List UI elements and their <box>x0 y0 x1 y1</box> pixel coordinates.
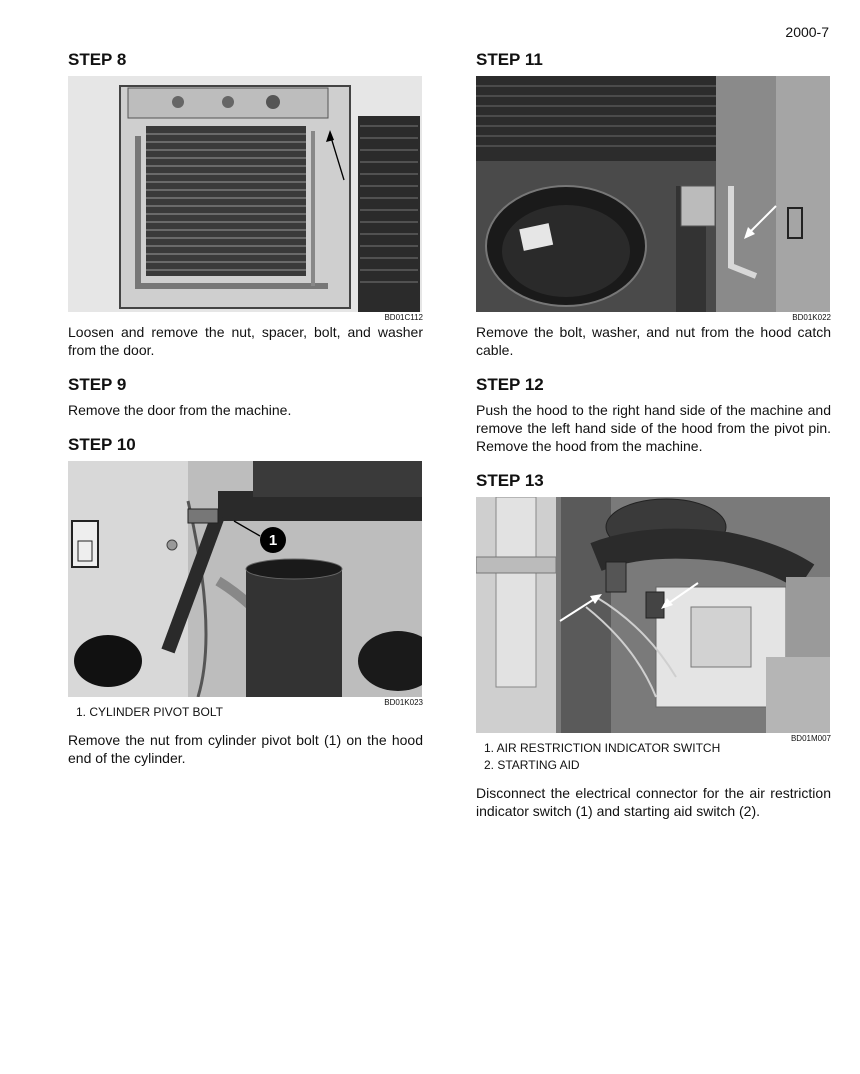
left-column <box>68 50 423 783</box>
step-10 <box>68 435 423 767</box>
step-9 <box>68 375 423 419</box>
radiator-door-photo <box>68 76 422 312</box>
step-9-title: STEP 9 <box>68 375 127 394</box>
step-12-text: Push the hood to the right hand side of the machine and remove the left hand side of the hood from the pivot pin. Remove the hood from the machine. <box>476 402 831 454</box>
step-8-figure <box>68 76 423 323</box>
step-11 <box>476 50 831 359</box>
step-10-text: Remove the nut from cylinder pivot bolt (1) on the hood end of the cylinder. <box>68 732 423 766</box>
step-9-text: Remove the door from the machine. <box>68 402 292 418</box>
step-10-figure <box>68 461 423 708</box>
step-8-text: Loosen and remove the nut, spacer, bolt, and washer from the door. <box>68 324 423 358</box>
legend-item: 1. AIR RESTRICTION INDICATOR SWITCH <box>484 741 721 755</box>
step-12-title: STEP 12 <box>476 375 544 394</box>
legend-item: 1. CYLINDER PIVOT BOLT <box>76 705 223 719</box>
step-13-title: STEP 13 <box>476 471 544 490</box>
step-13-figure <box>476 497 831 744</box>
step-10-title: STEP 10 <box>68 435 136 454</box>
figure-code: BD01K023 <box>384 698 423 707</box>
step-8 <box>68 50 423 359</box>
step-11-text: Remove the bolt, washer, and nut from the hood catch cable. <box>476 324 831 358</box>
step-13-text: Disconnect the electrical connector for the air restriction indicator switch (1) and starting aid switch (2). <box>476 785 831 819</box>
step-8-title: STEP 8 <box>68 50 127 69</box>
step-13 <box>476 471 831 820</box>
right-column <box>476 50 831 836</box>
engine-connectors-photo <box>476 497 830 733</box>
step-11-figure <box>476 76 831 323</box>
figure-code: BD01K022 <box>792 313 831 322</box>
figure-code: BD01C112 <box>384 313 423 322</box>
cylinder-pivot-photo <box>68 461 422 697</box>
page-number: 2000-7 <box>785 24 829 40</box>
callout-1: 1 <box>268 532 278 549</box>
hood-catch-photo <box>476 76 830 312</box>
figure-code: BD01M007 <box>790 734 831 743</box>
legend-item: 2. STARTING AID <box>484 758 580 772</box>
step-12 <box>476 375 831 455</box>
step-11-title: STEP 11 <box>476 50 543 69</box>
step-13-legend <box>484 740 831 774</box>
